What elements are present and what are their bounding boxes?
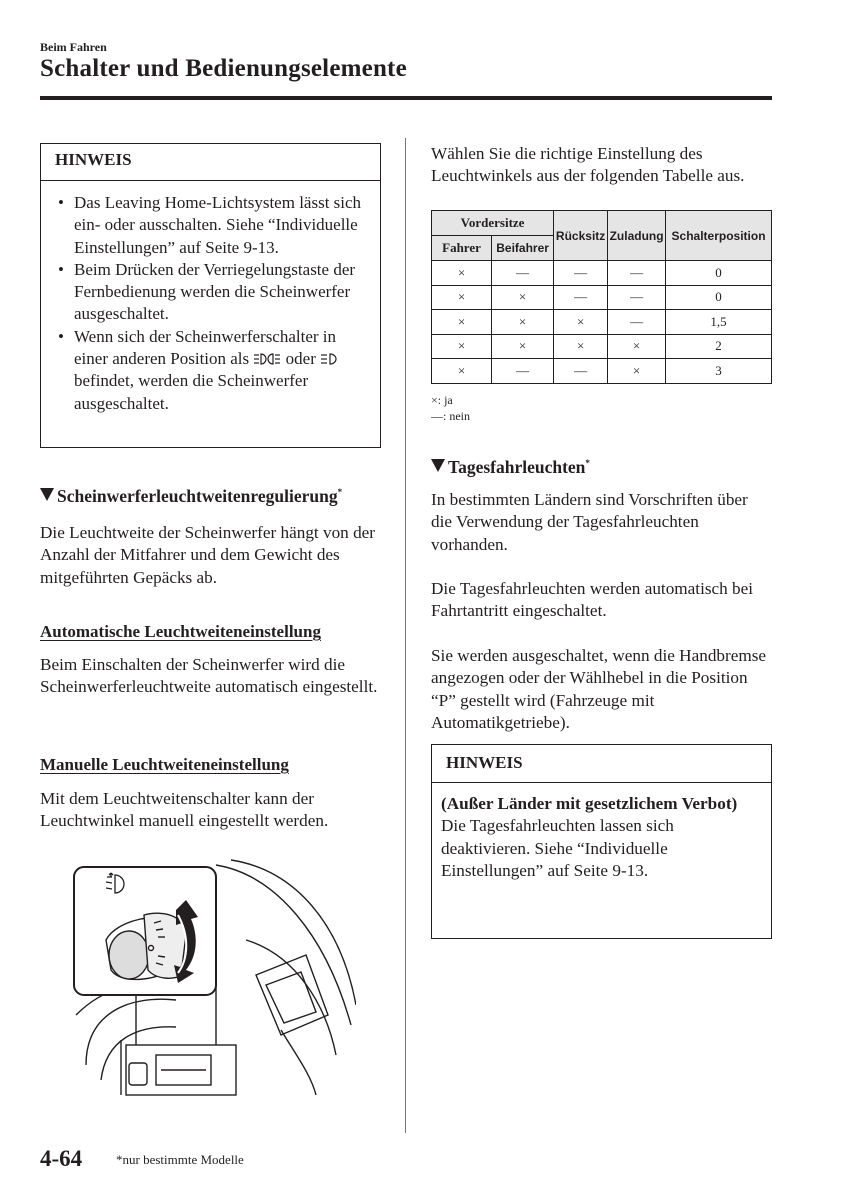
footnote: *nur bestimmte Modelle [116,1152,244,1167]
table-row [432,334,772,359]
table-row [432,285,772,310]
table-group-header: Vordersitze [432,211,554,236]
low-beam-icon [320,352,338,366]
paragraph: Mit dem Leuchtweitenschalter kann der Leuchtwinkel manuell eingestellt werden. [40,789,329,831]
table-intro: Wählen Sie die richtige Einstellung des Leuchtwinkels aus der folgenden Tabelle aus. [431,144,745,186]
table-header: Zuladung [608,211,666,261]
note-bullet-text: Wenn sich der Scheinwerferschalter in einer anderen Position als [74,326,337,369]
note-bullet-text: befindet, werden die Scheinwerfer ausgeschaltet. [74,371,309,413]
table-cell: — [608,310,666,335]
dashboard-illustration [66,855,356,1100]
table-cell: — [608,261,666,286]
table-cell: 3 [666,359,772,384]
table-cell: 0 [666,285,772,310]
subheading-auto: Automatische Leuchtweiteneinstellung [40,622,321,641]
subheading-manual: Manuelle Leuchtweiteneinstellung [40,755,289,774]
table-cell: — [554,285,608,310]
note-text: Die Tagesfahrleuchten lassen sich deaktivieren. Siehe “Individuelle Einstellungen” auf Seite 9-13. [441,816,674,880]
paragraph: Die Tagesfahrleuchten werden automatisch bei Fahrtantritt eingeschaltet. [431,579,754,621]
table-row [432,261,772,286]
note-bullet: • Beim Drücken der Verriegelungstaste der Fernbedienung werden die Scheinwerfer ausgeschaltet. [41,259,372,326]
table-cell: × [432,359,492,384]
table-cell: — [608,285,666,310]
table-cell: × [608,359,666,384]
table-cell: × [432,261,492,286]
note-bullet: • Das Leaving Home-Lichtsystem lässt sich ein- oder ausschalten. Siehe “Individuelle Einstellungen” auf Seite 9-13. [41,192,372,259]
table-legend [431,392,470,424]
table-cell: × [432,310,492,335]
right-note-box [431,744,772,939]
table-cell: — [554,359,608,384]
table-row [432,359,772,384]
table-header: Schalterposition [666,211,772,261]
triangle-marker-icon [431,459,445,472]
column-divider [405,138,406,1133]
table-cell: × [492,285,554,310]
table-cell: × [492,334,554,359]
paragraph: Beim Einschalten der Scheinwerfer wird die Scheinwerferleuchtweite automatisch eingestellt. [40,655,378,697]
table-cell: 1,5 [666,310,772,335]
parking-light-icon [253,352,281,366]
note-bullet [41,326,372,415]
section-label: Beim Fahren [40,40,107,54]
page-title: Schalter und Bedienungselemente [40,55,407,82]
paragraph: In bestimmten Ländern sind Vorschriften über die Verwendung der Tagesfahrleuchten vorhanden. [431,490,748,554]
table-cell: × [492,310,554,335]
table-cell: × [432,334,492,359]
table-cell: × [608,334,666,359]
section-heading-drl: Tagesfahrleuchten* [431,457,590,478]
note-heading: HINWEIS [432,745,771,783]
table-cell: × [554,310,608,335]
legend-yes: ×: ja [431,393,453,407]
table-cell: — [492,359,554,384]
note-bullet-text: oder [285,349,316,369]
section-heading-headlight-leveling: Scheinwerferleuchtweitenregulierung* [40,486,342,507]
legend-no: —: nein [431,409,470,423]
table-header: Beifahrer [492,236,554,261]
triangle-marker-icon [40,488,54,501]
note-heading: HINWEIS [41,144,380,181]
table-cell: 2 [666,334,772,359]
table-header: Rücksitz [554,211,608,261]
note-bold-line: (Außer Länder mit gesetzlichem Verbot) [441,794,738,813]
table-cell: 0 [666,261,772,286]
leveling-table [431,210,772,384]
table-row [432,310,772,335]
left-note-box [40,143,381,448]
title-rule [40,96,772,100]
paragraph: Die Leuchtweite der Scheinwerfer hängt von der Anzahl der Mitfahrer und dem Gewicht des mitgeführten Gepäcks ab. [40,523,376,587]
table-cell: × [554,334,608,359]
page-number: 4-64 [40,1146,83,1171]
table-cell: — [492,261,554,286]
table-header: Fahrer [432,236,492,261]
table-cell: — [554,261,608,286]
paragraph: Sie werden ausgeschaltet, wenn die Handbremse angezogen oder der Wählhebel in die Position “P” gestellt wird (Fahrzeuge mit Automatikgetriebe). [431,646,767,732]
table-cell: × [432,285,492,310]
